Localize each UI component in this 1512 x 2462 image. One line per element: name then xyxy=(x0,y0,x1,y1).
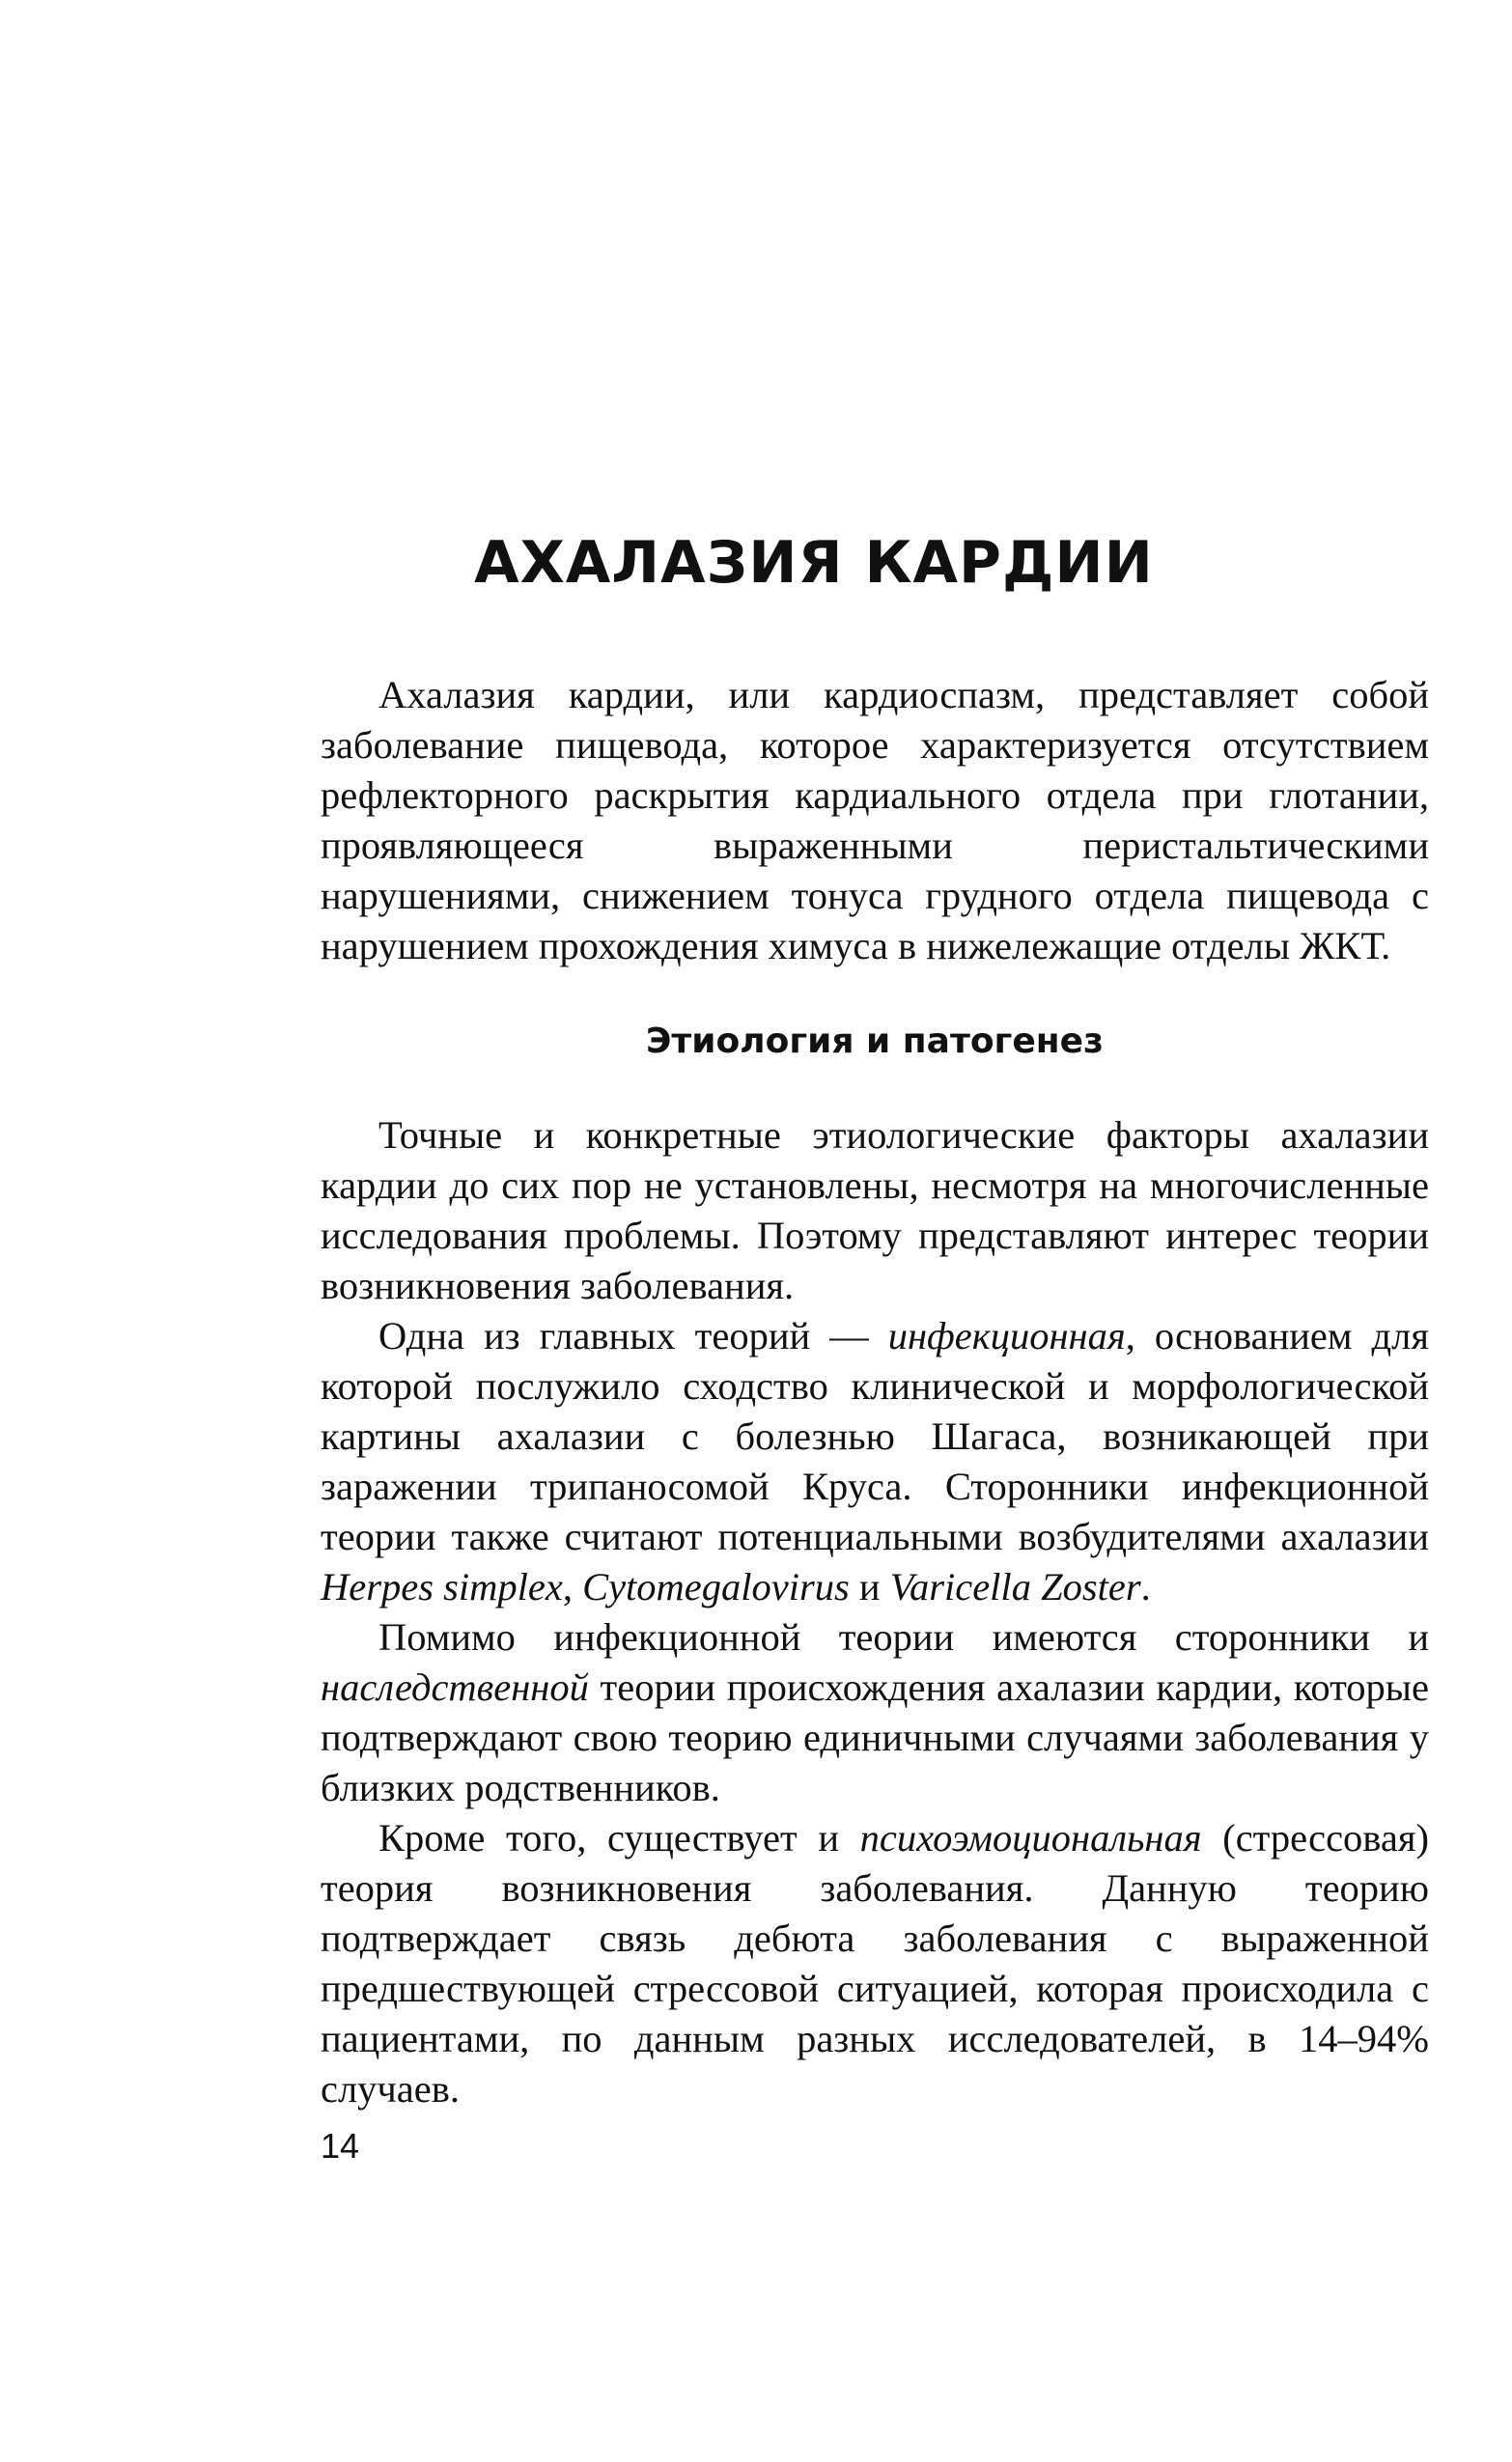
term-infectious: инфекционная xyxy=(887,1314,1126,1357)
term-herpes-simplex: Herpes simplex xyxy=(321,1565,563,1609)
paragraph-2-text-i: . xyxy=(1140,1565,1151,1609)
section-title: Этиология и патогенез xyxy=(646,1021,1104,1061)
section-body xyxy=(321,1110,1429,2114)
term-hereditary: наследственной xyxy=(321,1665,589,1709)
paragraph-2 xyxy=(321,1311,1429,1612)
paragraph-2-text-e: , xyxy=(562,1565,583,1609)
chapter-title: АХАЛАЗИЯ КАРДИИ xyxy=(474,529,1154,597)
term-psychoemotional: психоэмоциональная xyxy=(859,1816,1202,1860)
term-varicella-zoster: Varicella Zoster xyxy=(889,1565,1141,1609)
paragraph-4 xyxy=(321,1813,1429,2114)
paragraph-1: Точные и конкретные этиологические факторы ахалазии кардии до сих пор не установлены, несмотря на многочисленные исследования проблемы. Поэтому представляют интерес теории возникновения заболевания. xyxy=(321,1113,1429,1307)
intro-paragraph: Ахалазия кардии, или кардиоспазм, представляет собой заболевание пищевода, которое характеризуется отсутствием рефлекторного раскрытия кардиального отдела при глотании, проявляющееся выраженными перистальтическими нарушениями, снижением тонуса грудного отдела пищевода с нарушением прохождения химуса в нижележащие отделы ЖКТ. xyxy=(321,673,1429,967)
paragraph-3-text-c: теории происхождения ахалазии кардии, которые подтверждают свою теорию единичными случаями заболевания у близких родственников. xyxy=(321,1665,1429,1809)
paragraph-3 xyxy=(321,1612,1429,1813)
paragraph-2-text-c: , основанием для которой послужило сходство клинической и морфологической картины ахалазии с болезнью Шагаса, возникающей при заражении трипаносомой Круса. Сторонники инфекционной теории также считают потенциальными возбудителями ахалазии xyxy=(321,1314,1429,1558)
paragraph-4-text-a: Кроме того, существует и xyxy=(378,1816,860,1860)
intro-block xyxy=(321,670,1429,971)
page-number: 14 xyxy=(321,2126,360,2166)
paragraph-3-text-a: Помимо инфекционной теории имеются сторонники и xyxy=(378,1615,1429,1659)
paragraph-2-text-g: и xyxy=(849,1565,890,1609)
paragraph-2-text-a: Одна из главных теорий — xyxy=(378,1314,888,1357)
paragraph-4-text-c: (стрессовая) теория возникновения заболевания. Данную теорию подтверждает связь дебюта заболевания с выраженной предшествующей стрессовой ситуацией, которая происходила с пациентами, по данным разных исследователей, в 14–94% случаев. xyxy=(321,1816,1429,2111)
term-cytomegalovirus: Cytomegalovirus xyxy=(582,1565,850,1609)
